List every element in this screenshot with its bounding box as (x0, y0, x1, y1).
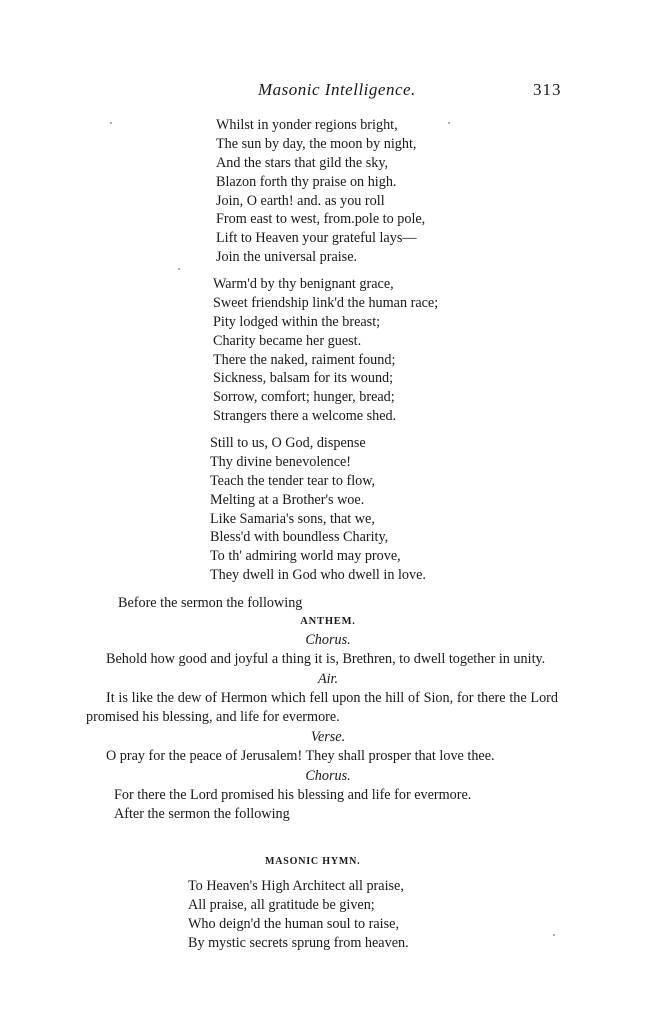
air-heading: Air. (317, 671, 339, 687)
hymn-stanza (188, 877, 409, 953)
verse-line: Blazon forth thy praise on high. (216, 173, 397, 190)
verse-line: Sweet friendship link'd the human race; (213, 294, 439, 311)
verse-line: To Heaven's High Architect all praise, (188, 878, 404, 894)
verse-line: There the naked, raiment found; (213, 351, 396, 368)
verse-line: And the stars that gild the sky, (216, 154, 389, 171)
verse-line: Join the universal praise. (216, 249, 358, 266)
anthem-heading: ANTHEM. (300, 616, 356, 627)
verse-line: To th' admiring world may prove, (210, 548, 401, 565)
stanza-3 (210, 434, 426, 585)
verse-line: They dwell in God who dwell in love. (210, 567, 426, 584)
verse-line: Thy divine benevolence! (210, 453, 352, 470)
verse-line: Still to us, O God, dispense (210, 435, 366, 451)
verse-line: By mystic secrets sprung from heaven. (188, 934, 409, 951)
hymn-heading: MASONIC HYMN. (265, 856, 361, 867)
before-sermon-text: Before the sermon the following (118, 595, 303, 611)
verse-line: Sickness, balsam for its wound; (213, 370, 394, 387)
verse-line: From east to west, from.pole to pole, (216, 211, 426, 228)
verse-line: The sun by day, the moon by night, (216, 135, 417, 152)
verse-line: Melting at a Brother's woe. (210, 491, 365, 508)
stanza-2 (213, 275, 438, 426)
paper-speck (448, 122, 450, 124)
paper-speck (178, 268, 180, 270)
paper-speck (110, 122, 112, 124)
verse-line: Join, O earth! and. as you roll (216, 192, 385, 209)
verse-line: Whilst in yonder regions bright, (216, 117, 398, 133)
verse-line: All praise, all gratitude be given; (188, 896, 375, 913)
paper-speck (553, 934, 555, 936)
verse-text: O pray for the peace of Jerusalem! They shall prosper that love thee. (106, 748, 495, 764)
verse-line: Warm'd by thy benignant grace, (213, 276, 394, 292)
verse-line: Bless'd with boundless Charity, (210, 529, 389, 546)
verse-line: Sorrow, comfort; hunger, bread; (213, 389, 395, 406)
verse-line: Pity lodged within the breast; (213, 313, 381, 330)
verse-line: Lift to Heaven your grateful lays— (216, 230, 417, 247)
chorus-heading: Chorus. (305, 632, 351, 648)
verse-line: Charity became her guest. (213, 332, 362, 349)
chorus-text: For there the Lord promised his blessing and life for evermore. (114, 787, 472, 803)
page-number: 313 (533, 80, 562, 99)
order-of-service (86, 594, 558, 824)
stanza-1 (216, 116, 425, 267)
verse-line: Like Samaria's sons, that we, (210, 510, 375, 527)
verse-line: Who deign'd the human soul to raise, (188, 915, 399, 932)
verse-line: Strangers there a welcome shed. (213, 408, 397, 425)
chorus-text: Behold how good and joyful a thing it is, Brethren, to dwell together in unity. (106, 651, 546, 667)
chorus-heading: Chorus. (305, 768, 351, 784)
running-head (0, 80, 663, 104)
running-title: Masonic Intelligence. (258, 80, 416, 99)
air-text: It is like the dew of Hermon which fell upon the hill of Sion, for there the Lord promised his blessing, and life for evermore. (86, 690, 558, 725)
verse-line: Teach the tender tear to flow, (210, 472, 376, 489)
verse-heading: Verse. (310, 729, 346, 745)
after-sermon-text: After the sermon the following (114, 806, 290, 822)
